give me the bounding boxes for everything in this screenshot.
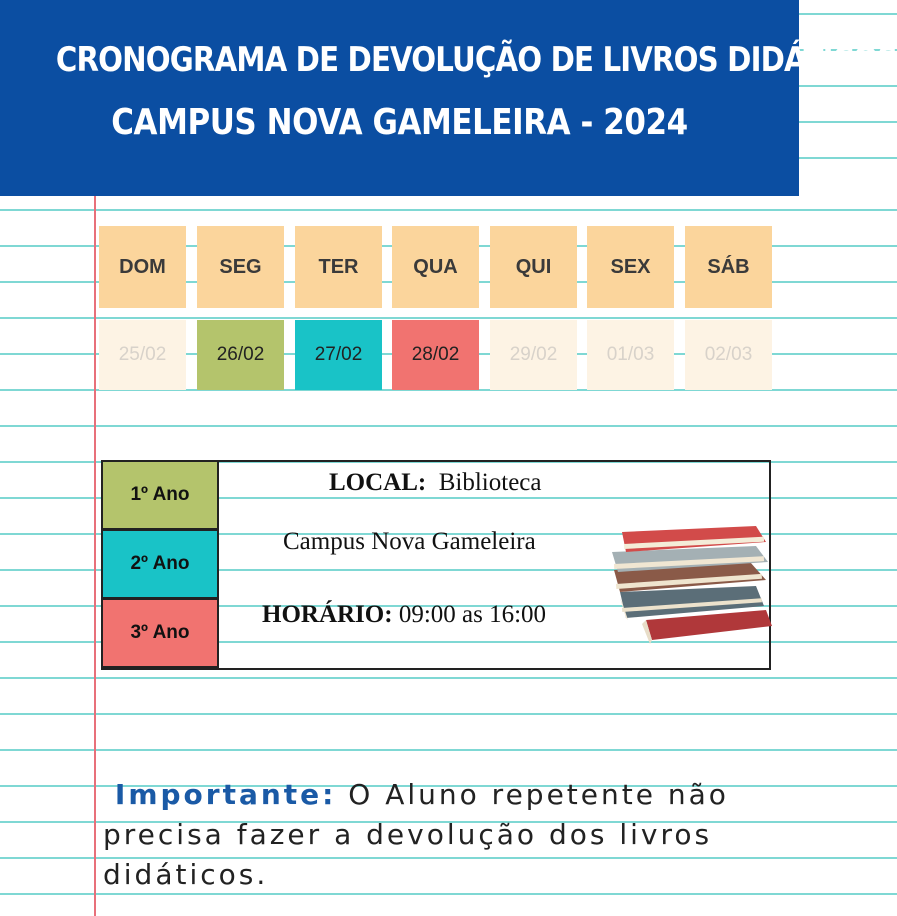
year-1-label: 1º Ano bbox=[101, 460, 219, 530]
date-cell: 02/03 bbox=[685, 320, 772, 390]
date-cell-highlight: 28/02 bbox=[392, 320, 479, 390]
horario-line bbox=[262, 601, 546, 629]
day-header-qui: QUI bbox=[490, 226, 577, 308]
date-cell: 29/02 bbox=[490, 320, 577, 390]
books-stack-icon bbox=[606, 522, 774, 648]
day-header-ter: TER bbox=[295, 226, 382, 308]
date-cell-highlight: 26/02 bbox=[197, 320, 284, 390]
page-header bbox=[0, 0, 897, 196]
local-line bbox=[329, 469, 541, 497]
page-title: CRONOGRAMA DE DEVOLUÇÃO DE LIVROS DIDÁTICOS bbox=[55, 40, 897, 80]
day-header-seg: SEG bbox=[197, 226, 284, 308]
important-label: Importante: bbox=[114, 778, 337, 811]
campus-text: Campus Nova Gameleira bbox=[283, 528, 536, 555]
date-cell: 01/03 bbox=[587, 320, 674, 390]
local-value: Biblioteca bbox=[438, 469, 542, 496]
horario-label: HORÁRIO: bbox=[262, 601, 393, 628]
day-header-qua: QUA bbox=[392, 226, 479, 308]
day-header-sex: SEX bbox=[587, 226, 674, 308]
date-cell-highlight: 27/02 bbox=[295, 320, 382, 390]
page-subtitle: CAMPUS NOVA GAMELEIRA - 2024 bbox=[111, 102, 688, 143]
day-header-dom: DOM bbox=[99, 226, 186, 308]
local-label: LOCAL: bbox=[329, 469, 427, 496]
important-text: O Aluno repetente não precisa fazer a devolução dos livros didáticos. bbox=[103, 778, 729, 891]
day-header-sab: SÁB bbox=[685, 226, 772, 308]
year-3-label: 3º Ano bbox=[101, 598, 219, 668]
important-note bbox=[103, 775, 743, 895]
year-2-label: 2º Ano bbox=[101, 529, 219, 599]
date-cell: 25/02 bbox=[99, 320, 186, 390]
horario-value: 09:00 as 16:00 bbox=[398, 601, 547, 628]
